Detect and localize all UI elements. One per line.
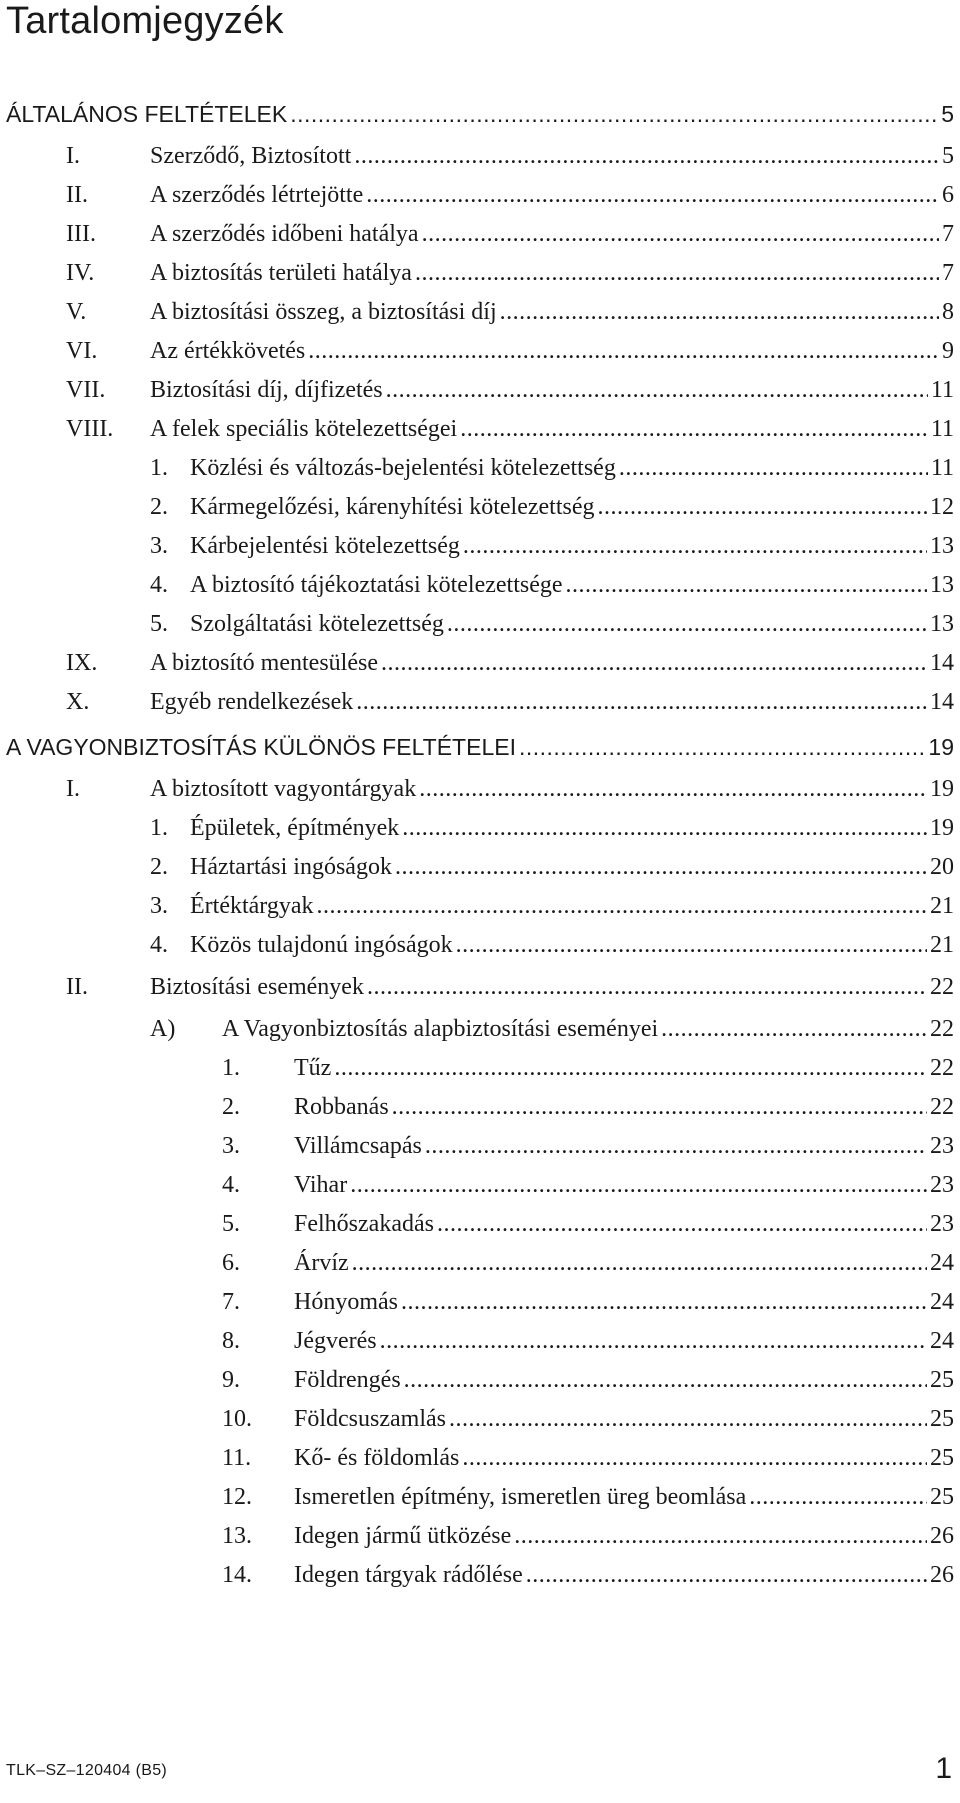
toc-entry[interactable] <box>150 528 954 564</box>
toc-entry-title: Hónyomás <box>294 1289 398 1315</box>
toc-entry-number: II. <box>66 182 88 208</box>
toc-dot-leader <box>392 1089 927 1125</box>
toc-entry[interactable] <box>66 216 954 252</box>
toc-dot-leader <box>749 1479 927 1515</box>
toc-entry[interactable] <box>222 1557 954 1593</box>
toc-dot-leader <box>598 489 928 525</box>
toc-entry-title: Háztartási ingóságok <box>190 854 392 880</box>
toc-entry-number: 1. <box>150 455 168 481</box>
toc-entry[interactable] <box>66 138 954 174</box>
toc-entry-title: Idegen tárgyak rádőlése <box>294 1562 523 1588</box>
toc-entry-title: A biztosítás területi hatálya <box>150 260 412 286</box>
toc-entry-number: 7. <box>222 1289 240 1315</box>
toc-entry-page-number: 23 <box>930 1172 954 1198</box>
toc-entry[interactable] <box>222 1167 954 1203</box>
toc-entry[interactable] <box>150 810 954 846</box>
toc-entry-page-number: 26 <box>930 1562 954 1588</box>
toc-entry-number: 9. <box>222 1367 240 1393</box>
toc-entry-number: I. <box>66 776 80 802</box>
toc-entry-title: Szolgáltatási kötelezettség <box>190 611 444 637</box>
toc-entry[interactable] <box>66 411 954 447</box>
toc-entry-number: 4. <box>150 932 168 958</box>
toc-entry-page-number: 11 <box>930 455 954 481</box>
toc-entry-title: A szerződés időbeni hatálya <box>150 221 419 247</box>
toc-entry-number: 8. <box>222 1328 240 1354</box>
toc-entry[interactable] <box>222 1323 954 1359</box>
toc-entry-page-number: 22 <box>930 1016 954 1042</box>
toc-entry-page-number: 24 <box>930 1289 954 1315</box>
toc-entry[interactable] <box>66 372 954 408</box>
toc-entry-title: Felhőszakadás <box>294 1211 434 1237</box>
toc-entry-title: Villámcsapás <box>294 1133 422 1159</box>
toc-entry[interactable] <box>222 1362 954 1398</box>
toc-entry-page-number: 9 <box>942 338 954 364</box>
toc-entry[interactable] <box>66 684 954 720</box>
toc-dot-leader <box>619 450 928 486</box>
toc-dot-leader <box>447 606 927 642</box>
toc-entry-number: X. <box>66 689 90 715</box>
toc-dot-leader <box>350 1167 927 1203</box>
toc-entry[interactable] <box>222 1518 954 1554</box>
toc-dot-leader <box>456 927 927 963</box>
toc-entry-number: 1. <box>150 815 168 841</box>
toc-entry-number: 1. <box>222 1055 240 1081</box>
toc-entry-page-number: 26 <box>930 1523 954 1549</box>
toc-entry-number: VI. <box>66 338 98 364</box>
toc-entry-page-number: 22 <box>930 1094 954 1120</box>
toc-entry[interactable] <box>6 96 954 132</box>
toc-entry-number: VIII. <box>66 416 114 442</box>
toc-dot-leader <box>402 810 927 846</box>
toc-entry-title: A szerződés létrtejötte <box>150 182 364 208</box>
toc-entry-title: Árvíz <box>294 1250 349 1276</box>
toc-entry-number: 2. <box>150 494 168 520</box>
toc-dot-leader <box>317 888 927 924</box>
toc-dot-leader <box>463 528 927 564</box>
toc-entry-page-number: 6 <box>942 182 954 208</box>
toc-entry-number: 2. <box>150 854 168 880</box>
toc-entry-title: A biztosító mentesülése <box>150 650 378 676</box>
toc-entry-number: 12. <box>222 1484 252 1510</box>
toc-entry-number: 11. <box>222 1445 252 1471</box>
toc-entry-title: A biztosító tájékoztatási kötelezettsége <box>190 572 563 598</box>
toc-entry[interactable] <box>222 1089 954 1125</box>
toc-entry[interactable] <box>222 1284 954 1320</box>
footer-document-code: TLK–SZ–120404 (B5) <box>6 1762 168 1779</box>
toc-entry-page-number: 22 <box>930 974 954 1000</box>
toc-entry-page-number: 13 <box>930 533 954 559</box>
toc-entry-number: IV. <box>66 260 95 286</box>
toc-entry-title: Kármegelőzési, kárenyhítési kötelezettség <box>190 494 595 520</box>
toc-entry-title: Biztosítási díj, díjfizetés <box>150 377 383 403</box>
toc-entry-number: 10. <box>222 1406 252 1432</box>
toc-entry[interactable] <box>150 888 954 924</box>
toc-entry-number: V. <box>66 299 87 325</box>
toc-entry-page-number: 25 <box>930 1406 954 1432</box>
toc-entry-page-number: 7 <box>942 260 954 286</box>
toc-entry-title: Egyéb rendelkezések <box>150 689 354 715</box>
toc-entry-page-number: 24 <box>930 1250 954 1276</box>
toc-entry-number: A) <box>150 1016 176 1042</box>
toc-entry[interactable] <box>66 177 954 213</box>
toc-entry-number: VII. <box>66 377 106 403</box>
toc-dot-leader <box>566 567 927 603</box>
toc-entry-title: Jégverés <box>294 1328 377 1354</box>
toc-dot-leader <box>419 771 927 807</box>
toc-entry-number: 4. <box>150 572 168 598</box>
toc-entry-number: 2. <box>222 1094 240 1120</box>
toc-entry[interactable] <box>222 1050 954 1086</box>
toc-entry-number: III. <box>66 221 96 247</box>
toc-dot-leader <box>386 372 928 408</box>
toc-entry-page-number: 12 <box>930 494 954 520</box>
toc-entry-page-number: 14 <box>930 650 954 676</box>
toc-entry[interactable] <box>222 1440 954 1476</box>
toc-entry-title: Robbanás <box>294 1094 389 1120</box>
toc-dot-leader <box>404 1362 927 1398</box>
toc-entry-title: Földrengés <box>294 1367 401 1393</box>
toc-entry-number: 6. <box>222 1250 240 1276</box>
toc-entry-page-number: 24 <box>930 1328 954 1354</box>
toc-dot-leader <box>356 684 927 720</box>
toc-dot-leader <box>367 969 927 1005</box>
toc-entry-title: Földcsuszamlás <box>294 1406 446 1432</box>
toc-dot-leader <box>290 96 938 132</box>
toc-entry[interactable] <box>222 1206 954 1242</box>
toc-entry-page-number: 19 <box>928 734 954 760</box>
toc-entry-title: A felek speciális kötelezettségei <box>150 416 458 442</box>
toc-entry-number: IX. <box>66 650 98 676</box>
toc-entry[interactable] <box>222 1245 954 1281</box>
toc-entry-title: Tűz <box>294 1055 332 1081</box>
footer-page-number: 1 <box>935 1752 952 1785</box>
toc-dot-leader <box>395 849 927 885</box>
toc-entry-number: 4. <box>222 1172 240 1198</box>
toc-dot-leader <box>334 1050 927 1086</box>
toc-entry[interactable] <box>150 1011 954 1047</box>
toc-dot-leader <box>437 1206 927 1242</box>
toc-dot-leader <box>415 255 939 291</box>
toc-entry-page-number: 11 <box>930 416 954 442</box>
toc-dot-leader <box>514 1518 927 1554</box>
toc-dot-leader <box>460 411 928 447</box>
toc-entry-title: Biztosítási események <box>150 974 364 1000</box>
toc-dot-leader <box>366 177 939 213</box>
toc-entry-page-number: 23 <box>930 1211 954 1237</box>
toc-entry[interactable] <box>66 645 954 681</box>
toc-entry[interactable] <box>66 333 954 369</box>
toc-entry-page-number: 14 <box>930 689 954 715</box>
toc-entry[interactable] <box>150 450 954 486</box>
toc-entry-page-number: 22 <box>930 1055 954 1081</box>
toc-entry-title: A Vagyonbiztosítás alapbiztosítási eseményei <box>222 1016 659 1042</box>
toc-entry-page-number: 25 <box>930 1445 954 1471</box>
toc-entry-page-number: 25 <box>930 1484 954 1510</box>
toc-dot-leader <box>354 138 939 174</box>
toc-entry-title: Közlési és változás-bejelentési kötelezettség <box>190 455 616 481</box>
toc-entry[interactable] <box>66 969 954 1005</box>
toc-entry-page-number: 5 <box>942 143 954 169</box>
toc-entry-page-number: 19 <box>930 776 954 802</box>
toc-entry-page-number: 20 <box>930 854 954 880</box>
toc-entry-page-number: 13 <box>930 611 954 637</box>
toc-entry-page-number: 23 <box>930 1133 954 1159</box>
page-title: Tartalomjegyzék <box>6 0 284 42</box>
toc-entry-number: 3. <box>150 533 168 559</box>
toc-dot-leader <box>500 294 939 330</box>
toc-entry-title: A biztosított vagyontárgyak <box>150 776 417 802</box>
toc-entry-title: Épületek, építmények <box>190 815 400 841</box>
toc-entry-number: 3. <box>150 893 168 919</box>
toc-entry-title: A biztosítási összeg, a biztosítási díj <box>150 299 497 325</box>
toc-dot-leader <box>425 1128 927 1164</box>
toc-entry-title: ÁLTALÁNOS FELTÉTELEK <box>6 101 288 127</box>
toc-entry[interactable] <box>150 606 954 642</box>
toc-dot-leader <box>401 1284 927 1320</box>
toc-entry-title: Vihar <box>294 1172 348 1198</box>
toc-entry[interactable] <box>66 294 954 330</box>
toc-entry-number: I. <box>66 143 80 169</box>
toc-entry[interactable] <box>66 771 954 807</box>
toc-dot-leader <box>308 333 939 369</box>
toc-entry-page-number: 8 <box>942 299 954 325</box>
toc-dot-leader <box>661 1011 927 1047</box>
toc-entry-number: 14. <box>222 1562 252 1588</box>
toc-entry-title: Szerződő, Biztosított <box>150 143 352 169</box>
toc-entry-title: Idegen jármű ütközése <box>294 1523 512 1549</box>
toc-dot-leader <box>352 1245 927 1281</box>
toc-entry-page-number: 11 <box>930 377 954 403</box>
toc-dot-leader <box>449 1401 927 1437</box>
toc-entry-page-number: 13 <box>930 572 954 598</box>
toc-entry-number: 5. <box>222 1211 240 1237</box>
toc-entry-title: Értéktárgyak <box>190 893 314 919</box>
toc-entry[interactable] <box>222 1479 954 1515</box>
toc-entry-page-number: 19 <box>930 815 954 841</box>
toc-entry[interactable] <box>222 1401 954 1437</box>
toc-entry-title: A VAGYONBIZTOSÍTÁS KÜLÖNÖS FELTÉTELEI <box>6 734 516 760</box>
toc-entry[interactable] <box>150 927 954 963</box>
toc-entry-page-number: 21 <box>930 932 954 958</box>
toc-entry[interactable] <box>6 729 954 765</box>
toc-entry-number: 3. <box>222 1133 240 1159</box>
toc-entry[interactable] <box>66 255 954 291</box>
toc-entry-title: Az értékkövetés <box>150 338 306 364</box>
toc-entry-title: Közös tulajdonú ingóságok <box>190 932 453 958</box>
toc-entry-number: II. <box>66 974 88 1000</box>
toc-entry-title: Ismeretlen építmény, ismeretlen üreg beomlása <box>294 1484 747 1510</box>
toc-entry-page-number: 21 <box>930 893 954 919</box>
toc-dot-leader <box>380 1323 927 1359</box>
toc-entry[interactable] <box>150 567 954 603</box>
toc-entry[interactable] <box>150 489 954 525</box>
toc-entry[interactable] <box>222 1128 954 1164</box>
toc-entry-page-number: 5 <box>941 101 954 127</box>
toc-dot-leader <box>422 216 939 252</box>
toc-entry-title: Kő- és földomlás <box>294 1445 460 1471</box>
toc-entry-page-number: 25 <box>930 1367 954 1393</box>
toc-entry[interactable] <box>150 849 954 885</box>
toc-dot-leader <box>381 645 927 681</box>
toc-dot-leader <box>519 729 925 765</box>
toc-entry-number: 13. <box>222 1523 252 1549</box>
toc-dot-leader <box>526 1557 927 1593</box>
toc-entry-number: 5. <box>150 611 168 637</box>
toc-entry-title: Kárbejelentési kötelezettség <box>190 533 460 559</box>
toc-dot-leader <box>462 1440 927 1476</box>
toc-entry-page-number: 7 <box>942 221 954 247</box>
